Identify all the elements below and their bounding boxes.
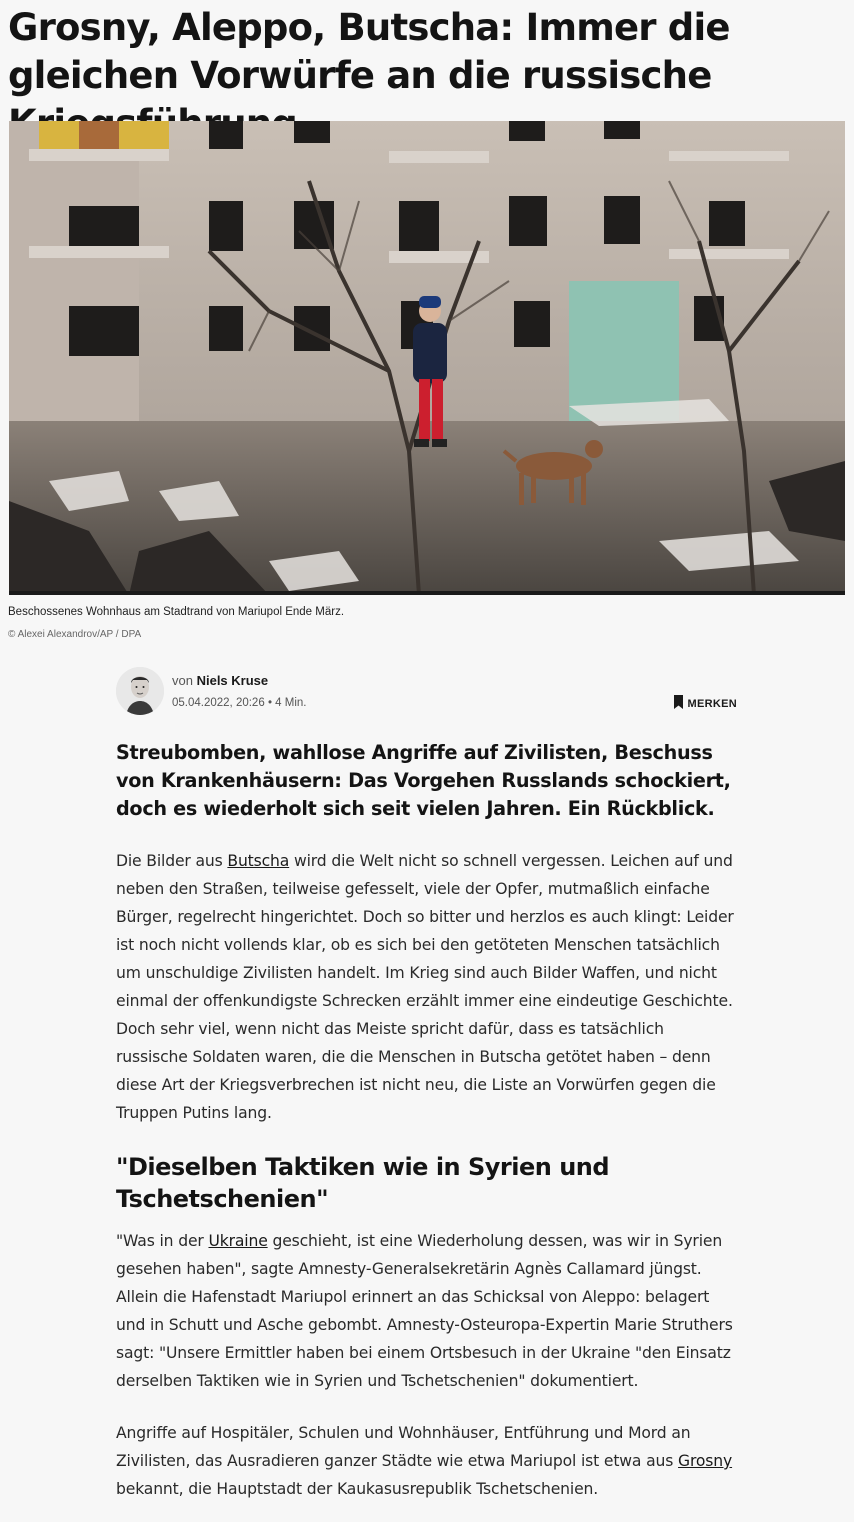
paragraph-1-text-b: wird die Welt nicht so schnell vergessen. Leichen auf und neben den Straßen, teilweise gefesselt, viele der Opfer, mutmaßlich einfache Bürger, regelrecht hingerichtet. Doch so bitter und herzlos es auch klingt: Leider ist noch nicht vollends klar, ob es sich bei den getöteten Menschen tatsächlich um unschuldige Zivilisten handelt. Im Krieg sind auch Bilder Waffen, und nicht einmal der offenkundigste Schrecken erzählt immer eine eindeutige Geschichte. Doch sehr viel, wenn nicht das Meiste spricht dafür, dass es tatsächlich russische Soldaten waren, die die Menschen in Butscha getötet haben – denn diese Art der Kriegsverbrechen ist nicht neu, die Liste an Vorwürfen gegen die Truppen Putins lang. <box>116 852 734 1122</box>
meta-separator: • <box>267 697 272 709</box>
link-butscha[interactable]: Butscha <box>227 852 290 870</box>
link-grosny[interactable]: Grosny <box>678 1452 733 1470</box>
article-meta <box>172 697 307 709</box>
paragraph-1-text-a: Die Bilder aus <box>116 852 228 870</box>
bookmark-label: MERKEN <box>687 697 737 710</box>
paragraph-3-text-a: Angriffe auf Hospitäler, Schulen und Wohnhäuser, Entführung und Mord an Zivilisten, das Ausradieren ganzer Städte wie etwa Mariupol ist etwa aus <box>116 1424 691 1470</box>
article-headline: Grosny, Aleppo, Butscha: Immer die gleichen Vorwürfe an die russische <box>8 6 730 97</box>
paragraph-3-text-b: bekannt, die Hauptstadt der Kaukasusrepublik Tschetschenien. <box>116 1480 599 1498</box>
article-lead: Streubomben, wahllose Angriffe auf Zivilisten, Beschuss von Krankenhäusern: Das Vorgehen Russlands schockiert, doch es wiederholt sich seit vielen Jahren. Ein Rückblick. <box>116 741 731 820</box>
author-line <box>172 673 268 688</box>
read-time: 4 Min. <box>275 697 307 709</box>
bookmark-button[interactable] <box>674 695 737 712</box>
author-prefix: von <box>172 673 193 688</box>
image-caption: Beschossenes Wohnhaus am Stadtrand von Mariupol Ende März. <box>8 606 345 618</box>
section-heading: "Dieselben Taktiken wie in Syrien und Tschetschenien" <box>116 1153 610 1213</box>
byline <box>116 667 737 715</box>
paragraph-2 <box>116 1227 738 1395</box>
paragraph-2-text-b: geschieht, ist eine Wiederholung dessen, was wir in Syrien gesehen haben", sagte Amnesty-Generalsekretärin Agnès Callamard jüngst. Allein die Hafenstadt Mariupol erinnert an das Schicksal von Aleppo: belagert und in Schutt und Asche gebombt. Amnesty-Osteuropa-Expertin Marie Struthers sagt: "Unsere Ermittler haben bei einem Ortsbesuch in der Ukraine "den Einsatz derselben Taktiken wie in Syrien und Tschetschenien" dokumentiert. <box>116 1232 733 1390</box>
author-avatar[interactable] <box>116 667 164 715</box>
hero-image <box>9 121 845 595</box>
publish-date: 05.04.2022, 20:26 <box>172 697 265 709</box>
paragraph-3 <box>116 1419 738 1503</box>
author-name[interactable]: Niels Kruse <box>196 673 269 688</box>
link-ukraine[interactable]: Ukraine <box>208 1232 268 1250</box>
bookmark-icon <box>674 695 688 712</box>
paragraph-1 <box>116 847 738 1127</box>
paragraph-2-text-a: "Was in der <box>116 1232 209 1250</box>
image-credit: © Alexei Alexandrov/AP / DPA <box>8 629 142 640</box>
